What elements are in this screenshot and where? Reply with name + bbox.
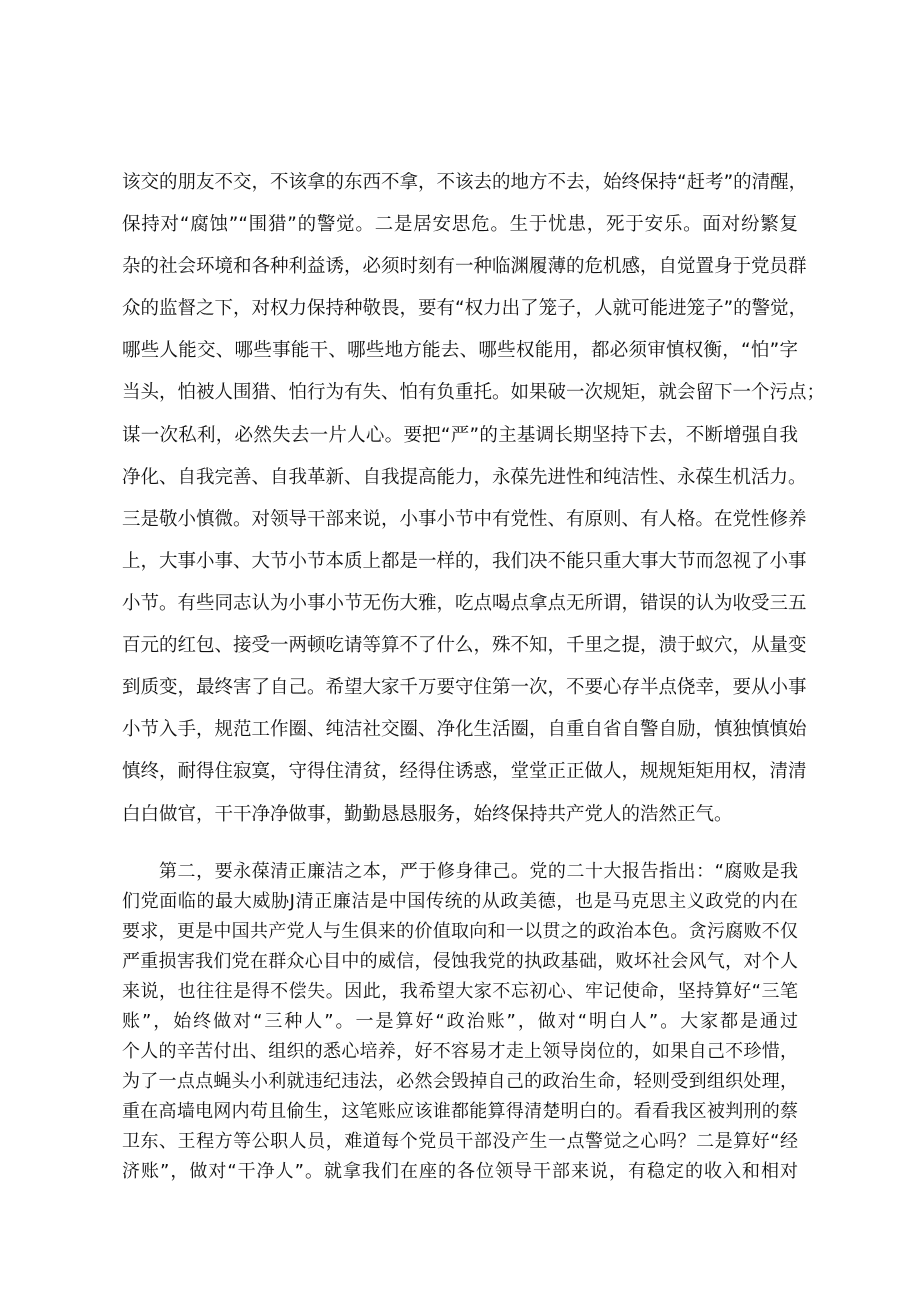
text-line: 要求，更是中国共产党人与生俱来的价值取向和一以贯之的政治本色。贪污腐败不仅 xyxy=(122,921,798,942)
text-line: 第二，要永葆清正廉洁之本，严于修身律己。党的二十大报告指出：“腐败是我 xyxy=(122,861,798,882)
text-line: 小节入手，规范工作圈、纯洁社交圈、净化生活圈，自重自省自警自励，慎独慎慎始 xyxy=(122,719,807,740)
text-line: 个人的辛苦付出、组织的悉心培养，好不容易才走上领导岗位的，如果自己不珍惜， xyxy=(122,1041,798,1062)
text-line: 白白做官，干干净净做事，勤勤恳恳服务，始终保持共产党人的浩然正气。 xyxy=(122,804,733,825)
text-line: 卫东、王程方等公职人员，难道每个党员干部没产生一点警觉之心吗？二是算好“经 xyxy=(122,1131,798,1152)
text-line: 杂的社会环境和各种利益诱，必须时刻有一种临渊履薄的危机感，自觉置身于党员群 xyxy=(122,256,807,277)
text-line: 们党面临的最大威胁J清正廉洁是中国传统的从政美德，也是马克思主义政党的内在 xyxy=(122,891,798,912)
text-line: 百元的红包、接受一两顿吃请等算不了什么，殊不知，千里之提，溃于蚁穴，从量变 xyxy=(122,635,807,656)
text-line: 哪些人能交、哪些事能干、哪些地方能去、哪些权能用，都必须审慎权衡，“怕”字 xyxy=(122,340,798,361)
text-line: 慎终，耐得住寂寞，守得住清贫，经得住诱惑，堂堂正正做人，规规矩矩用权，清清 xyxy=(122,761,807,782)
text-line: 到质变，最终害了自己。希望大家千万要守住第一次，不要心存半点侥幸，要从小事 xyxy=(122,677,807,698)
text-line: 小节。有些同志认为小事小节无伤大雅，吃点喝点拿点无所谓，错误的认为收受三五 xyxy=(122,593,807,614)
text-line: 三是敬小慎微。对领导干部来说，小事小节中有党性、有原则、有人格。在党性修养 xyxy=(122,509,807,530)
text-line: 谋一次私利，必然失去一片人心。要把“严”的主基调长期坚持下去，不断增强自我 xyxy=(122,425,798,446)
text-line: 净化、自我完善、自我革新、自我提高能力，永葆先进性和纯洁性、永葆生机活力。 xyxy=(122,467,807,488)
text-line: 众的监督之下，对权力保持种敬畏，要有“权力出了笼子，人就可能进笼子”的警觉， xyxy=(122,298,808,319)
text-line: 账”，始终做对“三种人”。一是算好“政治账”，做对“明白人”。大家都是通过 xyxy=(122,1011,798,1032)
text-line: 来说，也往往是得不偿失。因此，我希望大家不忘初心、牢记使命，坚持算好“三笔 xyxy=(122,981,798,1002)
text-line: 重在高墙电网内苟且偷生，这笔账应该谁都能算得清楚明白的。看看我区被判刑的蔡 xyxy=(122,1101,798,1122)
text-line: 严重损害我们党在群众心目中的威信，侵蚀我党的执政基础，败坏社会风气，对个人 xyxy=(122,951,798,972)
text-line: 上，大事小事、大节小节本质上都是一样的，我们决不能只重大事大节而忽视了小事 xyxy=(122,551,807,572)
text-line: 为了一点点蝇头小利就违纪违法，必然会毁掉自己的政治生命，轻则受到组织处理， xyxy=(122,1071,798,1092)
text-line: 当头，怕被人围猎、怕行为有失、怕有负重托。如果破一次规矩，就会留下一个污点； xyxy=(122,382,826,403)
text-line: 该交的朋友不交，不该拿的东西不拿，不该去的地方不去，始终保持“赶考”的清醒， xyxy=(122,172,808,193)
text-line: 保持对“腐蚀”“围猎”的警觉。二是居安思危。生于忧患，死于安乐。面对纷繁复 xyxy=(122,214,798,235)
text-line: 济账”，做对“干净人”。就拿我们在座的各位领导干部来说，有稳定的收入和相对 xyxy=(122,1161,798,1182)
